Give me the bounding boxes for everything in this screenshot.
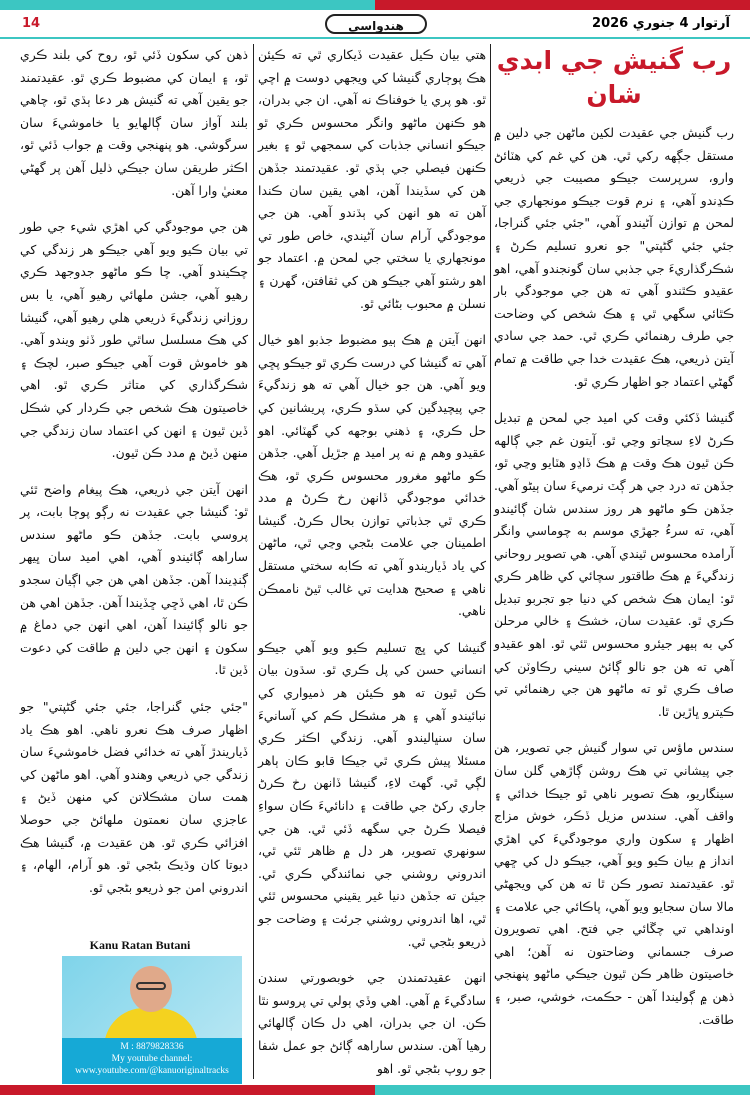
article-column-middle — [258, 44, 486, 1094]
paragraph: سندس ماؤس تي سوار گنيش جي تصوير، هن جي پيشاني تي هڪ روشن ڳاڙهي گلن سان سينگاريو، هڪ تصوير ناهي ٿو جيڪا خدائي ۽ واقف آهي. سندس مزيل ڏڪر، خوش مزاج اظهار ۽ سکون واري موجودگيءَ کي اهڙي انداز ۾ بيان ڪيو ويو آهي، جيڪو دل کي ڇهي ٿو. عقيدتمند تصور ڪن ٿا ته هن کي ويجهڻي مالا سان سجايو ويو آهي، پاڪائي جي علامت ۽ اونداهي تي چڱائي جي فتح. اهي تصويرون صرف جسماني وضاحتون نه آهن؛ اهي خاصيتون ظاهر ڪن ٿيون جيڪي ماڻهو پنهنجي ذهن ۾ ڳوليندا آهن - حڪمت، خوشي، صبر، ۽ طاقت. — [494, 740, 734, 1027]
paragraph: ذهن کي سکون ڏئي ٿو، روح کي بلند ڪري ٿو، ۽ ايمان کي مضبوط ڪري ٿو. عقيدتمند جو يقين آهي ته گنيش هر دعا ٻڌي ٿو، چاهي بلند آواز سان ڳالهايو يا خاموشيءَ سان سرگوشي. هو پنهنجي وقت ۾ جواب ڏئي ٿو، اڪثر طريقن سان جيڪي ذليل آهن پر گهڻي معنيٰ وارا آهن. — [20, 47, 248, 198]
bottom-color-bar — [0, 1085, 750, 1095]
paragraph: هتي بيان ڪيل عقيدت ڏيکاري ٿي ته ڪيئن هڪ پوڄاري گنيشا کي ويجهي دوست ۾ اچي ٿو. هو پري يا خوفناڪ نه آهي. ان جي بدران، هو ڪنهن ماڻهو وانگر محسوس ڪري ٿو جيڪو انساني جذبات کي سمجهي ٿو ۽ بغير ڪنهن فيصلي جي ٻڌي ٿو. عقيدتمند جڏهن هن کي سڏيندا آهن، اهي يقين سان ڪندا آهن ته هو انهن کي ٻڌندو آهي. هن جي موجودگي آرام سان آڻيندي، خاص طور تي مونجهاري يا سختي جي لمحن ۾. اعتماد جو اهو رشتو آهي جيڪو هن کي ثقافتن، گهرن ۽ نسلن ۾ محبوب بڻائي ٿو. — [258, 47, 486, 311]
article-column-left — [20, 44, 248, 913]
author-phone: M : 8879828336 — [120, 1042, 184, 1052]
bottom-bar-teal — [375, 1085, 750, 1095]
paragraph: انهن آيتن جي ذريعي، هڪ پيغام واضح ٿئي ٿو: گنيشا جي عقيدت نه رڳو پوڄا بابت، پر پروسي بابت. جڏهن ڪو ماڻهو سندس ساراهه ڳائيندو آهي، اهي اميد سان ڀيهر ڳنڍيندا آهن. جڏهن اهي هن جي اڳيان سجدو ڪن ٿا، اهي ڏڇي ڇڏيندا آهن. جڏهن اهي هن جو نالو ڳائيندا آهن، اهي انهن جي دماغ ۾ سکون ۽ انهن جي دلين ۾ طاقت کي دعوت ڏين ٿا. — [20, 481, 248, 678]
article-column-right — [494, 44, 734, 1045]
bottom-bar-red — [0, 1085, 375, 1095]
photo-shirt — [104, 1008, 198, 1038]
youtube-url[interactable]: www.youtube.com/@kanuoriginaltracks — [75, 1066, 229, 1076]
paragraph: گنيشا ڏکئي وقت کي اميد جي لمحن ۾ تبديل ڪرڻ لاءِ سڃاتو وڃي ٿو. آيتون غم جي ڳالهه ڪن ٿيون هڪ وقت ۾ هڪ ڏاڍو هٽايو وڃي ٿو، جڏهن ته درد جي هر ڳٽ نرميءَ سان ٻيڻو آهي. جڏهن ڪو ماڻهو هر روز سندس شان ڳائيندو آهي، ته سرءُ جهڙي موسم به چوماسي وانگر آرامده محسوس ٿيندي آهي. هي تصوير روحاني زندگيءَ ۾ هڪ طاقتور سچائي کي ظاهر ڪري ٿو: ايمان هڪ شخص کي دنيا جو تجربو تبديل ڪري ٿو. عقيدت سان، خشڪ ۽ خالي مرحلن کي به ٻيهر جيئرو محسوس ٿئي ٿو. اهو عقيدو آهي ته هن جو نالو ڳائڻ سيني رڪاوٽن کي صاف ڪري ٿو ته ماڻهو هن جي رهنمائي تي ڪيترو ڀاڙين ٿا. — [493, 410, 734, 719]
author-name: Kanu Ratan Butani — [89, 938, 191, 952]
author-photo — [62, 956, 242, 1038]
paragraph: انهن عقيدتمندن جي خوبصورتي سندن سادگيءَ ۾ آهي. اهي وڏي ٻولي تي پروسو نٿا ڪن. ان جي بدران، اهي دل ڪان ڳالهائي رهيا آهن. سندس ساراهه ڳائڻ جو عمل شفا جو روپ بڻجي ٿو. اهو — [258, 970, 486, 1076]
article-headline: رب گنيش جي ابدي شان — [496, 46, 732, 109]
column-divider — [490, 44, 491, 1079]
header-rule — [0, 37, 750, 39]
author-contact-box — [62, 1038, 242, 1084]
masthead-logo: هندواسي — [325, 14, 427, 34]
column-divider — [253, 44, 254, 1079]
paragraph: هن جي موجودگي کي اهڙي شيء جي طور تي بيان ڪيو ويو آهي جيڪو هر زندگي کي چڪيندو آهي. چا ڪو ماڻهو جدوجهد ڪري رهيو آهي، جشن ملهائي رهيو آهي، يا بس روزاني زندگيءَ ذريعي هلي رهيو آهي، گنيشا کي هڪ مسلسل ساٿي طور ڏٺو ويندو آهي. هو خاموش قوت آهي جيڪو صبر، لچڪ ۽ شڪرگذاري کي متاثر ڪري ٿو. اهي خاصيتون هڪ شخص جي ڪردار کي شڪل ڏين ٿيون ۽ انهن کي اعتماد سان زندگي جي منهن ڏيڻ ۾ مدد ڪن ٿيون. — [20, 219, 248, 461]
page-number: 14 — [22, 16, 41, 31]
photo-glasses — [136, 982, 166, 990]
top-bar-red — [375, 0, 750, 10]
top-bar-teal — [0, 0, 375, 10]
paragraph: رب گنيش جي عقيدت لکين ماڻهن جي دلين ۾ مستقل جڳهه رکي ٿي. هن کي غم کي هٽائڻ وارو، سرپرست جيڪو مصيبت جي ذريعي ڪڍندو آهي، ۽ نرم قوت جيڪو مونجهاري جي لمحن ۾ توازن آڻيندو آهي، "جئي جئي گنراجا، جئي جئي گڻپتي" جو نعرو تسليم ڪرڻ ۽ شڪرگذاريءَ جي جذبي سان گونجندو آهي، اهو عقيدو ڪٿندو آهي ته هن جي موجودگي بار ڪٿائي سگهي ٿي ۽ هڪ شخص کي وضاحت جي طرف رهنمائي ڪري ٿي. حمد جي سادي آيتن ذريعي، هڪ عقيدت خدا جي طاقت ۾ تمام گهڻي اعتماد جو اظهار ڪري ٿو. — [494, 125, 734, 389]
top-color-bar — [0, 0, 750, 10]
issue-date: آرتوار 4 جنوري 2026 — [592, 16, 730, 31]
page-header — [0, 12, 750, 38]
youtube-label: My youtube channel: — [111, 1054, 193, 1064]
paragraph: انهن آيتن ۾ هڪ ٻيو مضبوط جذبو اهو خيال آهي ته گنيشا کي درست ڪري ٿو جيڪو پڇي ويو آهي. هن جو خيال آهي ته هو زندگيءَ جي پيچيدگين کي سڌو ڪري، پريشانين کي حل ڪري، ۽ ذهني بوجهه کي گهٽائي. اهو عقيدو وهم ۾ نه پر اميد ۾ جڙيل آهي. جڏهن ڪو ماڻهو مغرور محسوس ڪري ٿو، هڪ خدائي موجودگي ڏانهن رخ ڪرڻ ۾ مدد ڪري ٿي جذباتي توازن بحال ڪرڻ. گنيشا اطمينان جي علامت بڻجي وڃي ٿي، ماڻهن کي ياد ڏياريندو آهي ته ڪابه سختي مستقل ناهي ۽ صحيح هدايت تي غالب ٿيڻ ناممڪن ناهي. — [258, 332, 486, 619]
paragraph: گنيشا کي ڀڄ تسليم ڪيو ويو آهي جيڪو انساني حسن کي پل ڪري ٿو. سڌون بيان ڪن ٿيون ته هو ڪيئن هر ذميواري کي نبائيندو آهي ۽ هر مشڪل ڪم کي آسانيءَ سان سنڀاليندو آهي. زندگي اڪثر ڪري مسئلا پيش ڪري ٿي جيڪا قابو ڪان ٻاهر لڳي ٿي. گهٽ لاءِ، گنيشا ڏانهن رخ ڪرڻ جاري رکڻ جي طاقت ۽ دانائيءَ ڪان سواءِ فيصلا ڪرڻ جي سگهه ڏئي ٿي. هن جي سونهري تصوير، هر دل ۾ ظاهر ٿئي ٿي، اندروني روشني جي نمائندگي ڪري ٿي. جيئن ته جڏهن دنيا غير يقيني محسوس ٿئي ٿي، اها اندروني روشني جرئت ۽ وضاحت جو ذريعو بڻجي ٿي. — [258, 639, 486, 949]
paragraph: "جئي جئي گنراجا، جئي جئي گڻپتي" جو اظهار صرف هڪ نعرو ناهي. اهو هڪ ياد ڏياريندڙ آهي ته خدائي فضل خاموشيءَ سان زندگي جي ذريعي وهندو آهي. اهو ماڻهن کي همت سان مشڪلاتن کي منهن ڏيڻ ۽ عاجزي سان نعمتون ملهائڻ جي حوصلا افزائي ڪري ٿو. هن عقيدت ۾، گنيشا هڪ ديوتا کان وڌيڪ بڻجي ٿو. هو آرام، الهام، ۽ اندروني امن جو ذريعو بڻجي ٿو. — [20, 699, 248, 895]
